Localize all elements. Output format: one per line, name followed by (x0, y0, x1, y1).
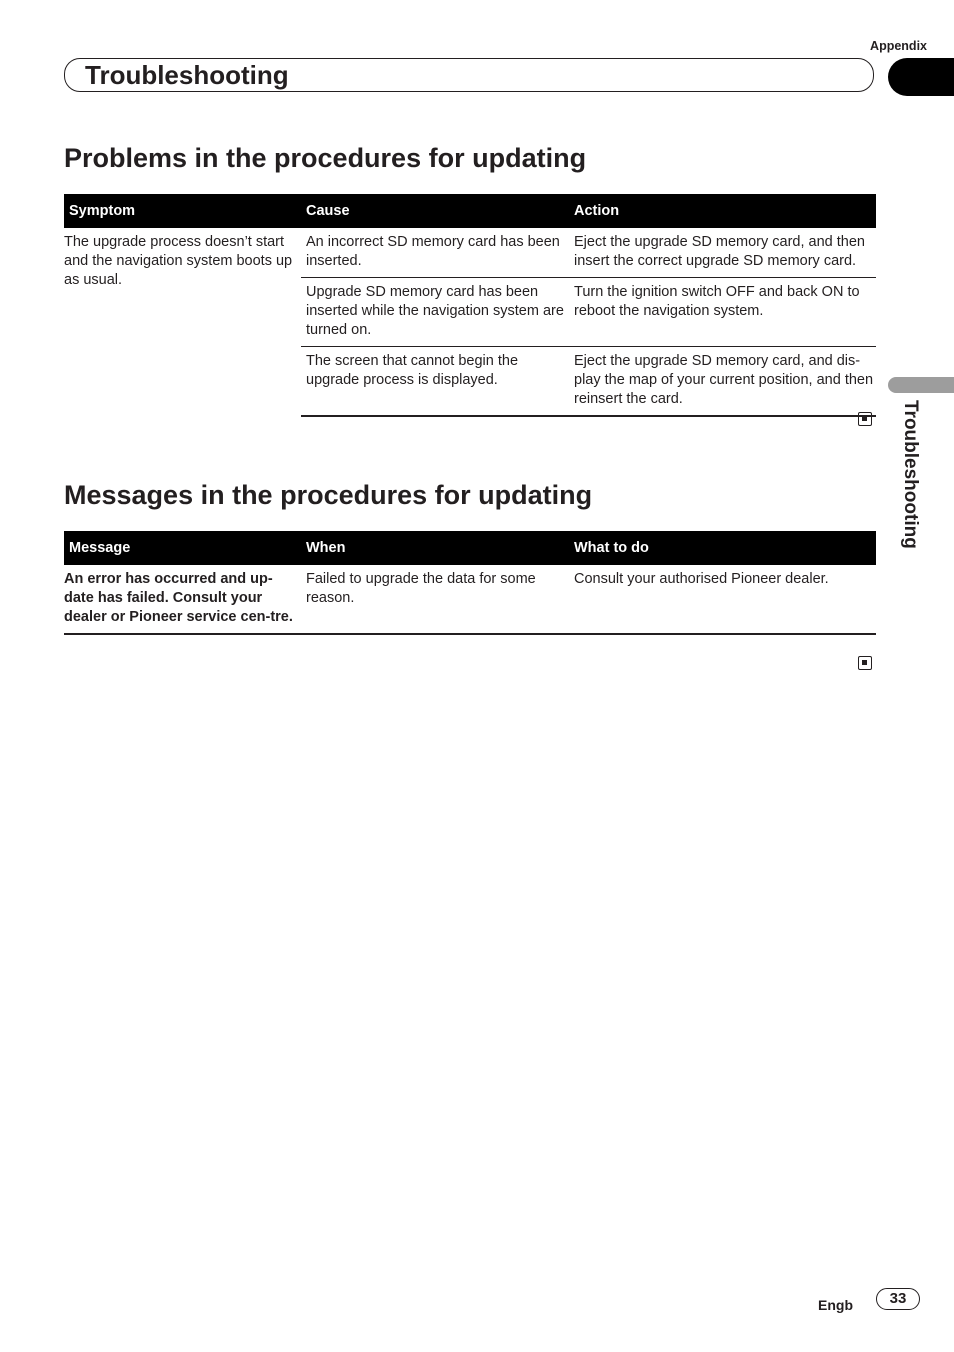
column-header-action: Action (569, 194, 876, 228)
action-cell: Eject the upgrade SD memory card, and then insert the correct upgrade SD memory card. (574, 234, 865, 269)
cause-cell: An incorrect SD memory card has been inserted. (306, 234, 560, 269)
side-tab (888, 377, 954, 393)
action-cell: Eject the upgrade SD memory card, and dis-play the map of your current position, and then reinsert the card. (569, 347, 876, 417)
section-title: Troubleshooting (85, 60, 289, 90)
footer-language: Engb (818, 1297, 853, 1313)
column-header-message: Message (64, 531, 301, 565)
table-row (64, 565, 876, 634)
messages-table (64, 531, 876, 635)
column-header-when: When (301, 531, 569, 565)
table-header-row (64, 194, 876, 228)
side-label: Troubleshooting (900, 400, 921, 549)
column-header-symptom: Symptom (64, 194, 301, 228)
section-title-box (64, 58, 874, 92)
problems-table (64, 194, 876, 417)
column-header-what-to-do: What to do (569, 531, 876, 565)
section-tab (888, 58, 954, 96)
action-cell: Turn the ignition switch OFF and back ON to reboot the navigation system. (569, 278, 876, 347)
when-cell: Failed to upgrade the data for some reason. (301, 565, 569, 634)
problems-heading: Problems in the procedures for updating (64, 143, 587, 173)
table-row (64, 228, 876, 278)
message-cell: An error has occurred and up-date has failed. Consult your dealer or Pioneer service cen-tre. (64, 565, 301, 634)
page-number: 33 (876, 1288, 920, 1310)
what-to-do-cell: Consult your authorised Pioneer dealer. (569, 565, 876, 634)
cause-cell: The screen that cannot begin the upgrade process is displayed. (301, 347, 569, 417)
section-end-icon (858, 656, 872, 670)
symptom-cell: The upgrade process doesn’t start and the navigation system boots up as usual. (64, 234, 293, 288)
column-header-cause: Cause (301, 194, 569, 228)
section-end-icon (858, 412, 872, 426)
messages-heading: Messages in the procedures for updating (64, 480, 593, 510)
cause-cell: Upgrade SD memory card has been inserted while the navigation system are turned on. (301, 278, 569, 347)
table-header-row (64, 531, 876, 565)
appendix-label: Appendix (870, 39, 927, 53)
